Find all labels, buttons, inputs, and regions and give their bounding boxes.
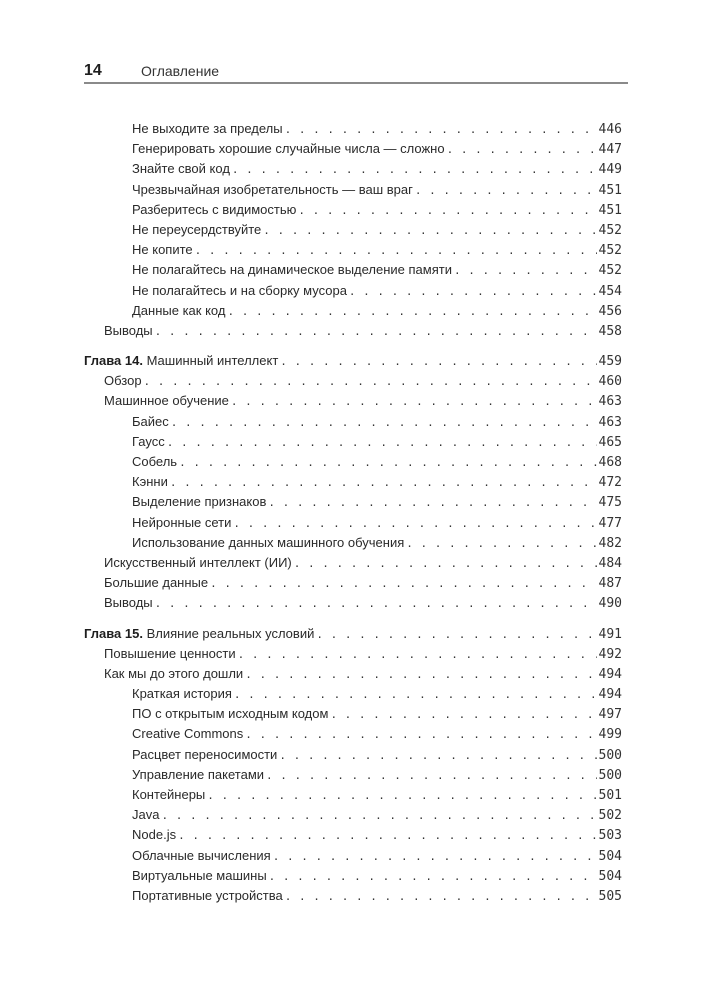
toc-entry-title [132, 472, 170, 492]
toc-entry-label: Искусственный интеллект (ИИ) [104, 554, 292, 570]
toc-page-number: 452 [598, 263, 622, 279]
toc-page-number: 447 [598, 142, 622, 158]
dot-leader [285, 120, 597, 140]
toc-entry-label: Байес [132, 413, 169, 429]
toc-entry-title [104, 553, 294, 573]
toc-entry[interactable] [84, 765, 622, 785]
toc-entry[interactable] [84, 492, 622, 512]
toc-page-number: 449 [598, 162, 622, 178]
dot-leader [294, 554, 597, 574]
dot-leader [280, 352, 596, 372]
toc-entry[interactable] [84, 805, 622, 825]
toc-entry[interactable] [84, 704, 622, 724]
toc-entry[interactable] [84, 301, 622, 321]
toc-entry[interactable] [84, 593, 622, 613]
dot-leader [268, 493, 596, 513]
toc-entry[interactable] [84, 260, 622, 280]
dot-leader [238, 645, 597, 665]
toc-entry[interactable] [84, 412, 622, 432]
toc-entry[interactable] [84, 825, 622, 845]
toc-entry-title [132, 119, 285, 139]
toc-entry-label: Машинное обучение [104, 393, 229, 409]
toc-entry[interactable] [84, 573, 622, 593]
toc-page-number: 497 [598, 707, 622, 723]
running-header [81, 62, 629, 84]
toc-page-number: 504 [598, 868, 622, 884]
toc-entry[interactable] [84, 180, 622, 200]
toc-entry-label: Портативные устройства [132, 887, 283, 903]
toc-entry[interactable] [84, 432, 622, 452]
toc-page-number: 499 [598, 727, 622, 743]
chapter-number: Глава 14. [84, 353, 143, 369]
toc-entry-label: Как мы до этого дошли [104, 665, 244, 681]
toc-entry[interactable] [84, 513, 622, 533]
toc-entry-label: Node.js [132, 827, 177, 843]
toc-page-number: 494 [598, 687, 622, 703]
toc-entry[interactable] [84, 644, 622, 664]
toc-entry-title [84, 351, 280, 371]
toc-entry[interactable] [84, 724, 622, 744]
toc-entry-title [132, 432, 167, 452]
toc-entry-title [104, 573, 210, 593]
toc-entry-title [132, 785, 207, 805]
dot-leader [227, 302, 596, 322]
toc-page-number: 463 [598, 394, 622, 410]
toc-entry-title [84, 624, 316, 644]
toc-page-number: 492 [598, 646, 622, 662]
toc-entry[interactable] [84, 684, 622, 704]
toc-page-number: 494 [598, 666, 622, 682]
toc-entry-title [132, 412, 171, 432]
toc-page-number: 500 [598, 747, 622, 763]
dot-leader [273, 847, 597, 867]
header-divider [84, 82, 628, 84]
toc-entry-title [104, 391, 231, 411]
toc-entry-title [132, 765, 266, 785]
toc-entry-label: Кэнни [132, 474, 168, 490]
toc-entry[interactable] [84, 200, 622, 220]
toc-entry-label: Управление пакетами [132, 766, 265, 782]
toc-entry-title [132, 513, 233, 533]
toc-page-number: 451 [598, 182, 622, 198]
toc-entry-title [132, 886, 285, 906]
toc-entry-label: Java [132, 807, 160, 823]
toc-entry[interactable] [84, 866, 622, 886]
running-title: Оглавление [141, 63, 220, 79]
toc-page-number: 452 [598, 243, 622, 259]
dot-leader [210, 574, 596, 594]
toc-page-number: 460 [598, 374, 622, 390]
toc-page-number: 487 [598, 576, 622, 592]
toc-entry[interactable] [84, 846, 622, 866]
toc-chapter-entry[interactable] [84, 624, 622, 644]
toc-entry-label: Чрезвычайная изобретательность — ваш враг [132, 181, 413, 197]
toc-page-number: 502 [598, 808, 622, 824]
toc-entry-title [132, 533, 406, 553]
toc-entry-label: Генерировать хорошие случайные числа — сложно [132, 141, 445, 157]
toc-entry-title [132, 825, 178, 845]
toc-entry-title [132, 684, 234, 704]
dot-leader [179, 453, 596, 473]
dot-leader [454, 261, 597, 281]
toc-entry[interactable] [84, 533, 622, 553]
dot-leader [207, 786, 596, 806]
page-number: 14 [84, 62, 102, 79]
toc-entry-label: Использование данных машинного обучения [132, 534, 405, 550]
toc-entry-label: Разберитесь с видимостью [132, 201, 297, 217]
dot-leader [170, 473, 597, 493]
toc-entry[interactable] [84, 472, 622, 492]
toc-page-number: 475 [598, 495, 622, 511]
toc-entry[interactable] [84, 785, 622, 805]
toc-entry-label: Выводы [104, 322, 153, 338]
dot-leader [234, 685, 597, 705]
toc-entry-title [132, 200, 298, 220]
dot-leader [171, 413, 597, 433]
toc-entry-label: Расцвет переносимости [132, 746, 278, 762]
toc-entry[interactable] [84, 139, 622, 159]
toc-entry-label: ПО с открытым исходным кодом [132, 706, 329, 722]
toc-page-number: 452 [598, 222, 622, 238]
toc-page-number: 446 [598, 122, 622, 137]
toc-entry-label: Creative Commons [132, 726, 244, 742]
toc-entry-title [132, 139, 447, 159]
toc-entry[interactable] [84, 321, 622, 341]
dot-leader [330, 705, 596, 725]
toc-page-number: 505 [598, 888, 622, 904]
toc-page-number: 477 [598, 515, 622, 531]
toc-entry-title [104, 664, 245, 684]
dot-leader [233, 514, 596, 534]
toc-entry-label: Не полагайтесь и на сборку мусора [132, 282, 347, 298]
toc-page-number: 468 [598, 455, 622, 470]
dot-leader [263, 221, 596, 241]
toc-entry-title [132, 180, 415, 200]
toc-page-number: 458 [598, 323, 622, 339]
dot-leader [406, 534, 596, 554]
toc-entry-label: Большие данные [104, 575, 209, 591]
toc-entry-label: Не выходите за пределы [132, 121, 283, 136]
toc-entry-title [132, 745, 279, 765]
dot-leader [178, 826, 596, 846]
toc-page-number: 484 [598, 555, 622, 571]
toc-page-number: 459 [598, 354, 622, 370]
toc-entry-title [104, 371, 144, 391]
toc-entry[interactable] [84, 220, 622, 240]
table-of-contents [84, 119, 622, 906]
toc-page-number: 501 [598, 788, 622, 803]
toc-entry-label: Данные как код [132, 302, 226, 318]
toc-entry-label: Гаусс [132, 433, 165, 449]
dot-leader [298, 201, 596, 221]
toc-entry[interactable] [84, 240, 622, 260]
toc-page-number: 503 [598, 828, 622, 844]
toc-page-number: 504 [598, 848, 622, 864]
toc-page-number: 465 [598, 434, 622, 450]
dot-leader [245, 725, 596, 745]
toc-page-number: 451 [598, 202, 622, 218]
toc-entry-title [132, 240, 195, 260]
toc-page-number: 490 [598, 596, 622, 612]
chapter-number: Глава 15. [84, 625, 143, 641]
dot-leader [144, 372, 597, 392]
toc-entry-label: Контейнеры [132, 787, 206, 802]
toc-entry-title [132, 866, 269, 886]
toc-entry[interactable] [84, 119, 622, 139]
toc-entry-title [132, 281, 349, 301]
toc-page-number: 472 [598, 475, 622, 491]
toc-entry[interactable] [84, 553, 622, 573]
toc-entry-label: Не переусердствуйте [132, 221, 262, 237]
dot-leader [269, 867, 597, 887]
toc-entry-label: Выделение признаков [132, 494, 267, 510]
toc-entry-label: Выводы [104, 595, 153, 611]
dot-leader [266, 766, 596, 786]
toc-entry[interactable] [84, 371, 622, 391]
toc-entry-title [132, 260, 454, 280]
toc-entry-title [132, 724, 245, 744]
toc-entry-label: Не копите [132, 242, 193, 258]
toc-entry-label: Обзор [104, 373, 142, 389]
dot-leader [231, 392, 597, 412]
toc-entry-title [132, 704, 330, 724]
toc-entry[interactable] [84, 452, 622, 472]
toc-entry-label: Облачные вычисления [132, 847, 271, 863]
dot-leader [232, 160, 597, 180]
toc-page-number: 491 [598, 626, 622, 642]
toc-page-number: 454 [598, 283, 622, 299]
toc-page-number: 500 [598, 767, 622, 783]
toc-entry-title [132, 805, 161, 825]
dot-leader [155, 594, 597, 614]
toc-entry-label: Нейронные сети [132, 514, 232, 530]
toc-entry-label: Влияние реальных условий [146, 625, 315, 641]
dot-leader [245, 665, 596, 685]
toc-entry-title [132, 159, 232, 179]
toc-chapter-entry[interactable] [84, 351, 622, 371]
toc-entry-title [132, 846, 273, 866]
toc-entry-label: Знайте свой код [132, 161, 230, 177]
dot-leader [415, 181, 597, 201]
toc-entry-title [104, 321, 155, 341]
dot-leader [279, 746, 596, 766]
toc-entry[interactable] [84, 745, 622, 765]
dot-leader [195, 241, 597, 261]
toc-entry-title [104, 593, 155, 613]
toc-entry[interactable] [84, 281, 622, 301]
toc-entry-label: Собель [132, 454, 178, 469]
toc-entry[interactable] [84, 391, 622, 411]
toc-entry-label: Повышение ценности [104, 645, 236, 661]
dot-leader [161, 806, 596, 826]
dot-leader [316, 625, 596, 645]
toc-page-number: 482 [598, 535, 622, 551]
toc-entry-label: Машинный интеллект [146, 353, 279, 369]
toc-entry-label: Краткая история [132, 686, 232, 702]
dot-leader [285, 887, 597, 907]
toc-page-number: 463 [598, 414, 622, 430]
toc-entry[interactable] [84, 886, 622, 906]
toc-entry-title [132, 220, 263, 240]
dot-leader [155, 322, 597, 342]
dot-leader [349, 282, 597, 302]
toc-entry-label: Не полагайтесь на динамическое выделение памяти [132, 262, 452, 278]
toc-entry-title [132, 492, 268, 512]
toc-entry-title [104, 644, 238, 664]
dot-leader [167, 433, 597, 453]
dot-leader [447, 140, 597, 160]
toc-entry[interactable] [84, 159, 622, 179]
toc-entry-title [132, 452, 179, 472]
toc-entry-title [132, 301, 227, 321]
toc-entry-label: Виртуальные машины [132, 867, 267, 883]
toc-page-number: 456 [598, 303, 622, 319]
toc-entry[interactable] [84, 664, 622, 684]
